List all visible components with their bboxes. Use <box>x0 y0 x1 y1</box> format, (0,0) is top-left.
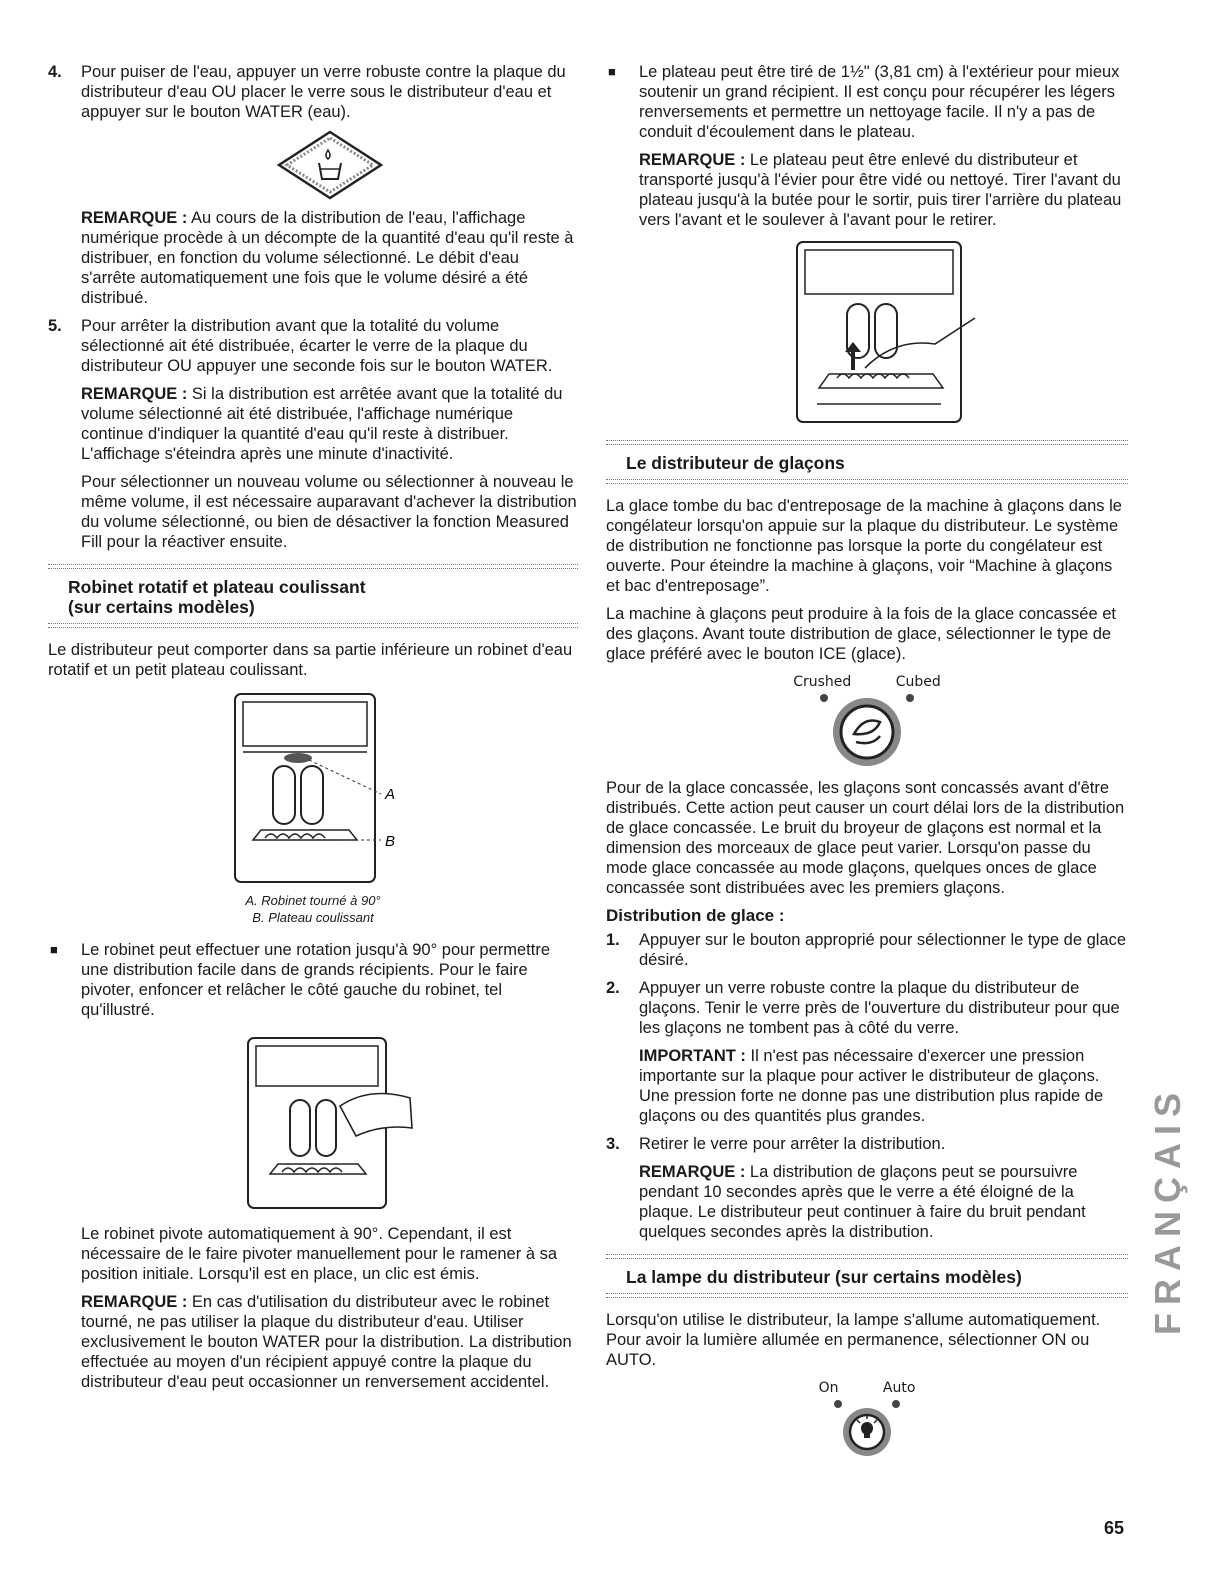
important-label: IMPORTANT : <box>639 1047 746 1065</box>
figure-caption <box>48 892 578 926</box>
step-4 <box>48 62 578 308</box>
section-title: Le distributeur de glaçons <box>626 453 845 473</box>
step-number: 5. <box>48 317 62 335</box>
faucet-note <box>81 1292 578 1392</box>
bullet-marker: ■ <box>608 64 616 79</box>
important-text: Il n'est pas nécessaire d'exercer une pression importante sur la plaque pour activer le distributeur de glaçons. Une pression forte ne donne pas une distribution plus rapide de glaçons ou des quantités plus grandes. <box>639 1047 1104 1125</box>
ice-button-icon <box>792 692 942 768</box>
on-label: On <box>818 1380 839 1396</box>
note-text: Au cours de la distribution de l'eau, l'affichage numérique procède à un décompte de la quantité d'eau qu'il reste à distribuer, en fonction du volume sélectionné. Le débit d'eau s'arrête automatiquement une fois que le volume désiré a été distribué. <box>81 209 574 307</box>
step-5-text: Pour arrêter la distribution avant que la totalité du volume sélectionné ait été distribuée, écarter le verre de la plaque du distributeur OU appuyer une seconde fois sur le bouton WATER. <box>81 317 553 375</box>
faucet-pivot-text: Le robinet pivote automatiquement à 90°. Cependant, il est nécessaire de le faire pivoter manuellement pour le ramener à sa position initiale. Lorsqu'il est en place, un clic est émis. <box>81 1225 558 1283</box>
note-text: En cas d'utilisation du distributeur avec le robinet tourné, ne pas utiliser la plaque du distributeur d'eau. Utiliser exclusivement le bouton WATER pour la distribution. La distribution effectuée au moyen d'un récipient appuyé contre la plaque du distributeur d'eau peut occasionner un renversement accidentel. <box>81 1293 572 1391</box>
water-button-icon <box>275 130 385 200</box>
ice-step-3 <box>606 1134 1128 1242</box>
step-4-note <box>81 208 578 308</box>
bullet-text: Le robinet peut effectuer une rotation jusqu'à 90° pour permettre une distribution facile dans de grands récipients. Pour le faire pivoter, enfoncer et relâcher le côté gauche du robinet, tel qu'illustré. <box>81 941 551 1019</box>
crushed-label: Crushed <box>793 674 852 690</box>
ice-paragraph-2: La machine à glaçons peut produire à la fois de la glace concassée et des glaçons. Avant toute distribution de glace, sélectionner le type de glace préféré avec le bouton ICE (glace). <box>606 605 1116 663</box>
divider <box>48 564 578 569</box>
section-title-line-2: (sur certains modèles) <box>68 597 255 617</box>
ice-paragraph-1: La glace tombe du bac d'entreposage de la machine à glaçons dans le congélateur lorsqu'on appuie sur la plaque du distributeur. Le système de distribution ne fonctionne pas lorsque la porte du congélateur est ouverte. Pour éteindre la machine à glaçons, voir “Machine à glaçons et bac d'entreposage”. <box>606 497 1122 595</box>
dispenser-figure <box>213 690 413 890</box>
divider <box>606 1293 1128 1298</box>
divider <box>606 1254 1128 1259</box>
ice-step-1 <box>606 930 1128 970</box>
divider <box>606 440 1128 445</box>
note-text: Le plateau peut être enlevé du distributeur et transporté jusqu'à l'évier pour être vidé ou nettoyé. Tirer l'avant du plateau jusqu'à la butée pour le sortir, puis tirer l'arrière du plateau vers l'avant et le soulever à l'avant pour le retirer. <box>639 151 1122 229</box>
divider <box>606 479 1128 484</box>
faucet-press-figure <box>240 1034 420 1214</box>
fig-label-a: A <box>385 786 396 803</box>
step-number: 2. <box>606 979 620 997</box>
step-important <box>639 1046 1128 1126</box>
auto-label: Auto <box>882 1380 916 1396</box>
right-column <box>606 62 1128 1460</box>
step-text: Retirer le verre pour arrêter la distribution. <box>639 1135 946 1153</box>
note-label: REMARQUE : <box>639 1163 746 1181</box>
ice-step-2 <box>606 978 1128 1126</box>
step-text: Appuyer sur le bouton approprié pour sélectionner le type de glace désiré. <box>639 931 1127 969</box>
bullet-tray <box>606 62 1128 428</box>
ice-dispensing-title: Distribution de glace : <box>606 906 785 925</box>
section-header-faucet <box>48 564 578 628</box>
language-side-tab <box>1147 1065 1200 1350</box>
section-title <box>68 577 578 617</box>
note-label: REMARQUE : <box>639 151 746 169</box>
left-column <box>48 62 578 1400</box>
step-5-extra: Pour sélectionner un nouveau volume ou sélectionner à nouveau le même volume, il est nécessaire auparavant d'achever la distribution du volume sélectionné, ou bien de désactiver la fonction Measured Fill pour la réactiver ensuite. <box>81 473 577 551</box>
note-text: La distribution de glaçons peut se poursuivre pendant 10 secondes après que le verre a été éloigné de la plaque. Le distributeur peut continuer à faire du bruit pendant quelques secondes après la distribution. <box>639 1163 1086 1241</box>
ice-mode-labels <box>606 672 1128 692</box>
section-title-line-1: Robinet rotatif et plateau coulissant <box>68 577 366 597</box>
step-note <box>639 1162 1128 1242</box>
step-5 <box>48 316 578 552</box>
tray-removal-figure <box>789 238 979 428</box>
section-header-ice <box>606 440 1128 484</box>
step-4-text: Pour puiser de l'eau, appuyer un verre robuste contre la plaque du distributeur d'eau OU placer le verre sous le distributeur d'eau et appuyer sur le bouton WATER (eau). <box>81 63 566 121</box>
cubed-label: Cubed <box>895 674 941 690</box>
lamp-mode-labels <box>606 1378 1128 1398</box>
divider <box>48 623 578 628</box>
faucet-intro: Le distributeur peut comporter dans sa partie inférieure un robinet d'eau rotatif et un petit plateau coulissant. <box>48 641 573 679</box>
ice-paragraph-3: Pour de la glace concassée, les glaçons sont concassés avant d'être distribués. Cette action peut causer un court délai lors de la distribution de glace concassée. Le bruit du broyeur de glaçons est normal et la dimension des morceaux de glace peut varier. Lorsqu'on passe du mode glace concassée au mode glaçons, quelques onces de glace concassée sont distribuées avec les premiers glaçons. <box>606 779 1125 897</box>
step-number: 4. <box>48 63 62 81</box>
bullet-faucet-rotation <box>48 940 578 1392</box>
bullet-marker: ■ <box>50 942 58 957</box>
side-tab-label: FRANÇAIS <box>1147 1085 1188 1335</box>
step-text: Appuyer un verre robuste contre la plaque du distributeur de glaçons. Tenir le verre près de l'ouverture du distributeur pour que les glaçons ne tombent pas à côté du verre. <box>639 979 1120 1037</box>
section-title: La lampe du distributeur (sur certains modèles) <box>626 1267 1022 1287</box>
lamp-paragraph: Lorsqu'on utilise le distributeur, la lampe s'allume automatiquement. Pour avoir la lumière allumée en permanence, sélectionner ON ou AUTO. <box>606 1311 1101 1369</box>
step-number: 3. <box>606 1135 620 1153</box>
note-label: REMARQUE : <box>81 385 188 403</box>
step-5-note <box>81 384 578 464</box>
fig-label-b: B <box>385 833 396 850</box>
light-button-icon <box>812 1398 922 1460</box>
bullet-text: Le plateau peut être tiré de 1½" (3,81 cm) à l'extérieur pour mieux soutenir un grand récipient. Il est conçu pour récupérer les légers renversements et permettre un nettoyage facile. Il n'y a pas de conduit d'écoulement dans le plateau. <box>639 63 1120 141</box>
caption-b: B. Plateau coulissant <box>252 910 374 925</box>
caption-a: A. Robinet tourné à 90° <box>245 893 381 908</box>
step-number: 1. <box>606 931 620 949</box>
note-label: REMARQUE : <box>81 1293 188 1311</box>
page-number: 65 <box>1104 1518 1125 1538</box>
section-header-lamp <box>606 1254 1128 1298</box>
note-text: Si la distribution est arrêtée avant que la totalité du volume sélectionné ait été distribuée, l'affichage numérique continue d'indiquer la quantité d'eau qu'il reste à distribuer. L'affichage s'éteindra après une minute d'inactivité. <box>81 385 563 463</box>
note-label: REMARQUE : <box>81 209 188 227</box>
tray-note <box>639 150 1128 230</box>
